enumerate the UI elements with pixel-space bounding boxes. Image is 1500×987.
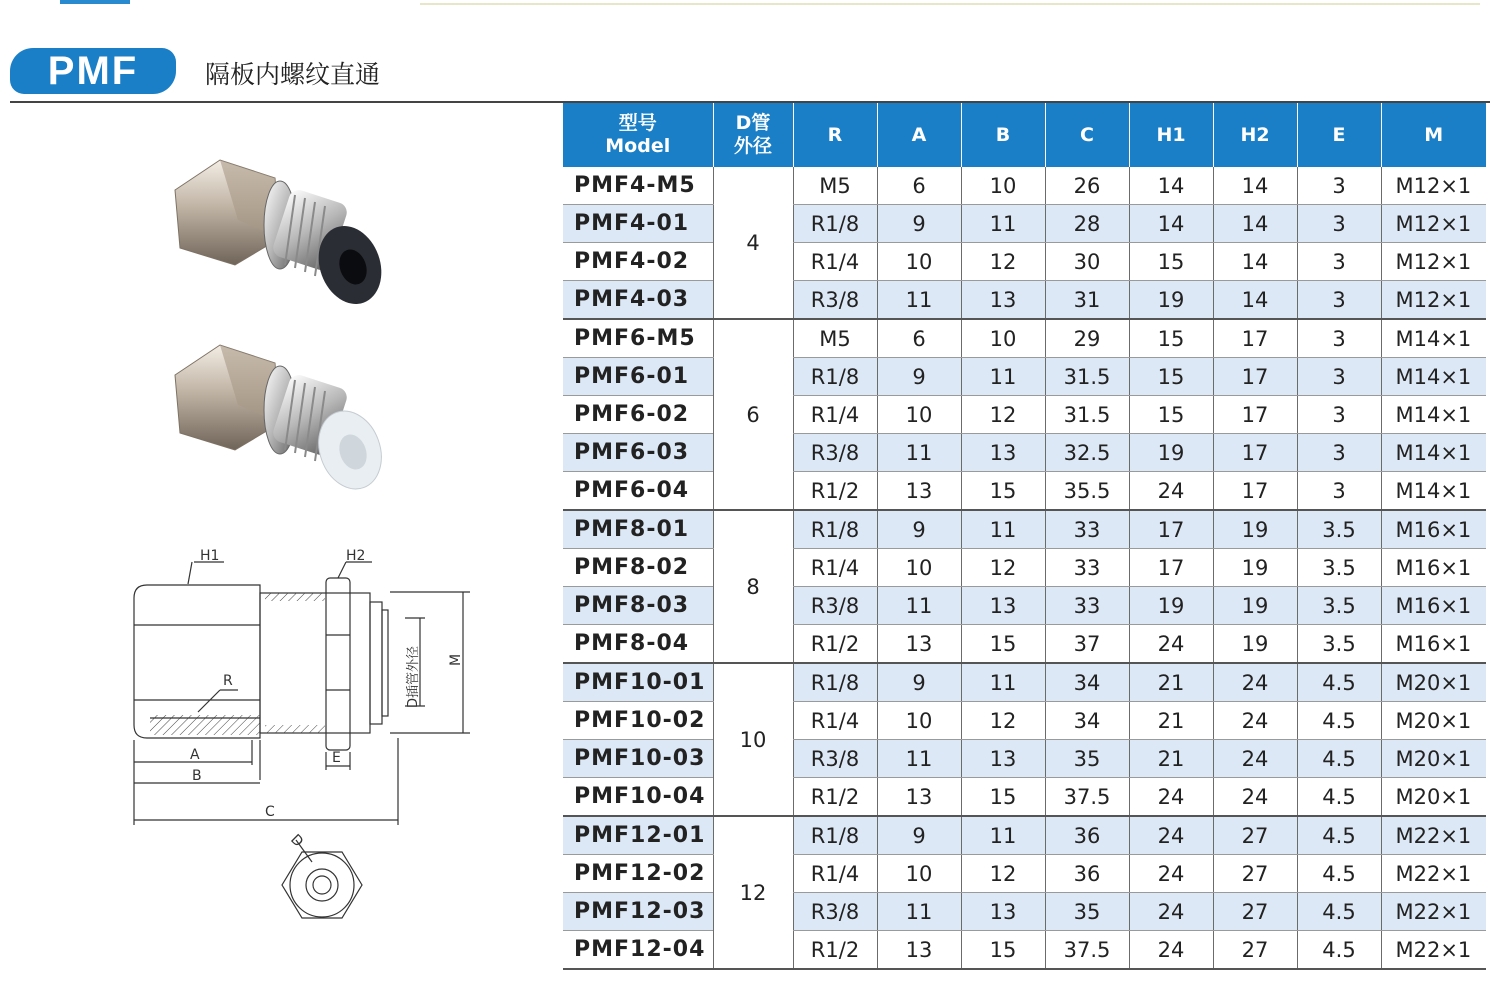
cell-h1: 24	[1129, 816, 1213, 855]
table-row	[563, 855, 1486, 893]
cell-m: M20×1	[1381, 740, 1486, 778]
cell-e: 3	[1297, 396, 1381, 434]
cell-e: 4.5	[1297, 816, 1381, 855]
table-row	[563, 740, 1486, 778]
table-row	[563, 243, 1486, 281]
cell-model: PMF10-04	[563, 778, 713, 817]
cell-h2: 27	[1213, 931, 1297, 970]
table-row	[563, 319, 1486, 358]
cell-c: 37	[1045, 625, 1129, 664]
cell-m: M12×1	[1381, 243, 1486, 281]
cell-d-tube: 10	[713, 663, 793, 816]
cell-h2: 14	[1213, 205, 1297, 243]
cell-c: 33	[1045, 587, 1129, 625]
cell-h1: 15	[1129, 319, 1213, 358]
cell-a: 10	[877, 702, 961, 740]
cell-a: 11	[877, 281, 961, 320]
cell-a: 10	[877, 549, 961, 587]
cell-c: 37.5	[1045, 778, 1129, 817]
cell-b: 12	[961, 855, 1045, 893]
cell-model: PMF4-01	[563, 205, 713, 243]
cell-b: 12	[961, 702, 1045, 740]
cell-e: 4.5	[1297, 855, 1381, 893]
product-photo-white-collet	[150, 335, 390, 505]
cell-m: M14×1	[1381, 396, 1486, 434]
cell-model: PMF12-04	[563, 931, 713, 970]
cell-r: R3/8	[793, 281, 877, 320]
table-row	[563, 702, 1486, 740]
cell-m: M20×1	[1381, 663, 1486, 702]
cell-e: 3.5	[1297, 625, 1381, 664]
cell-h1: 24	[1129, 931, 1213, 970]
cell-h2: 24	[1213, 778, 1297, 817]
label-a: A	[190, 747, 200, 763]
cell-model: PMF6-M5	[563, 319, 713, 358]
cell-c: 28	[1045, 205, 1129, 243]
dimension-drawing	[120, 540, 480, 940]
cell-m: M12×1	[1381, 205, 1486, 243]
cell-model: PMF6-02	[563, 396, 713, 434]
cell-c: 26	[1045, 167, 1129, 205]
cell-c: 34	[1045, 702, 1129, 740]
cell-e: 3	[1297, 167, 1381, 205]
cell-b: 10	[961, 167, 1045, 205]
cell-model: PMF4-03	[563, 281, 713, 320]
cell-b: 13	[961, 281, 1045, 320]
cell-model: PMF10-01	[563, 663, 713, 702]
cell-h1: 21	[1129, 663, 1213, 702]
cell-model: PMF12-03	[563, 893, 713, 931]
table-row	[563, 931, 1486, 970]
table-row	[563, 663, 1486, 702]
cell-a: 13	[877, 778, 961, 817]
cell-a: 11	[877, 587, 961, 625]
table-row	[563, 778, 1486, 817]
cell-e: 4.5	[1297, 893, 1381, 931]
cell-m: M22×1	[1381, 893, 1486, 931]
cell-h2: 24	[1213, 663, 1297, 702]
product-code-badge: PMF	[10, 48, 176, 94]
cell-e: 3.5	[1297, 549, 1381, 587]
cell-e: 3	[1297, 358, 1381, 396]
cell-d-tube: 4	[713, 167, 793, 319]
cell-model: PMF8-01	[563, 510, 713, 549]
label-h1: H1	[200, 548, 220, 564]
table-row	[563, 625, 1486, 664]
cell-a: 11	[877, 740, 961, 778]
cell-r: R1/2	[793, 931, 877, 970]
cell-b: 10	[961, 319, 1045, 358]
cell-e: 3	[1297, 319, 1381, 358]
label-h2: H2	[346, 548, 366, 564]
cell-model: PMF8-02	[563, 549, 713, 587]
table-row	[563, 510, 1486, 549]
cell-h1: 19	[1129, 434, 1213, 472]
cell-e: 3.5	[1297, 587, 1381, 625]
cell-b: 11	[961, 510, 1045, 549]
cell-model: PMF6-04	[563, 472, 713, 511]
cell-m: M12×1	[1381, 167, 1486, 205]
cell-d-tube: 8	[713, 510, 793, 663]
cell-h1: 17	[1129, 549, 1213, 587]
cell-c: 36	[1045, 855, 1129, 893]
cell-m: M22×1	[1381, 855, 1486, 893]
cell-m: M12×1	[1381, 281, 1486, 320]
cell-h1: 21	[1129, 740, 1213, 778]
cell-h2: 24	[1213, 702, 1297, 740]
cell-c: 30	[1045, 243, 1129, 281]
cell-e: 3	[1297, 281, 1381, 320]
cell-h1: 14	[1129, 167, 1213, 205]
cell-r: R1/8	[793, 510, 877, 549]
cell-model: PMF6-03	[563, 434, 713, 472]
cell-r: R1/4	[793, 396, 877, 434]
cell-e: 3	[1297, 434, 1381, 472]
header-e: E	[1297, 103, 1381, 167]
cell-model: PMF4-02	[563, 243, 713, 281]
cell-h2: 24	[1213, 740, 1297, 778]
cell-b: 13	[961, 434, 1045, 472]
cell-r: R1/4	[793, 855, 877, 893]
cell-c: 32.5	[1045, 434, 1129, 472]
cell-model: PMF8-03	[563, 587, 713, 625]
cell-c: 33	[1045, 510, 1129, 549]
label-d: D	[287, 831, 307, 851]
cell-r: R1/8	[793, 816, 877, 855]
cell-b: 13	[961, 740, 1045, 778]
label-r: R	[223, 673, 233, 689]
header-model	[563, 103, 713, 167]
cell-a: 10	[877, 243, 961, 281]
cell-d-tube: 12	[713, 816, 793, 969]
header-r: R	[793, 103, 877, 167]
header-model-en: Model	[605, 135, 671, 157]
label-c: C	[265, 804, 275, 820]
cell-c: 31	[1045, 281, 1129, 320]
cell-h1: 14	[1129, 205, 1213, 243]
table-row	[563, 358, 1486, 396]
specification-table	[563, 103, 1486, 970]
cell-a: 9	[877, 510, 961, 549]
cell-a: 9	[877, 358, 961, 396]
cell-c: 31.5	[1045, 396, 1129, 434]
cell-h2: 14	[1213, 281, 1297, 320]
cell-a: 13	[877, 472, 961, 511]
table-row	[563, 205, 1486, 243]
cell-h1: 15	[1129, 358, 1213, 396]
cell-h2: 27	[1213, 816, 1297, 855]
cell-a: 9	[877, 663, 961, 702]
table-row	[563, 893, 1486, 931]
label-d-tube: D插管外径	[406, 645, 421, 708]
header-d-line1: D管	[735, 112, 771, 134]
cell-a: 10	[877, 855, 961, 893]
table-row	[563, 816, 1486, 855]
product-photo-black-collet	[150, 150, 390, 320]
header-h1: H1	[1129, 103, 1213, 167]
header-c: C	[1045, 103, 1129, 167]
cell-a: 10	[877, 396, 961, 434]
cell-h2: 17	[1213, 319, 1297, 358]
cell-e: 4.5	[1297, 740, 1381, 778]
cell-h2: 19	[1213, 625, 1297, 664]
cell-r: R1/2	[793, 472, 877, 511]
cell-a: 6	[877, 167, 961, 205]
cell-m: M14×1	[1381, 358, 1486, 396]
cell-h1: 19	[1129, 281, 1213, 320]
cell-h2: 27	[1213, 893, 1297, 931]
cell-r: R1/4	[793, 702, 877, 740]
cell-a: 13	[877, 931, 961, 970]
cell-h1: 19	[1129, 587, 1213, 625]
cell-h2: 17	[1213, 472, 1297, 511]
cell-m: M16×1	[1381, 549, 1486, 587]
header-model-cn: 型号	[618, 112, 657, 134]
cell-b: 15	[961, 472, 1045, 511]
cell-h2: 19	[1213, 510, 1297, 549]
cell-b: 13	[961, 893, 1045, 931]
table-row	[563, 472, 1486, 511]
cell-c: 29	[1045, 319, 1129, 358]
cell-b: 11	[961, 816, 1045, 855]
cell-b: 13	[961, 587, 1045, 625]
cell-a: 9	[877, 205, 961, 243]
cell-h2: 19	[1213, 587, 1297, 625]
cell-a: 9	[877, 816, 961, 855]
cell-a: 11	[877, 893, 961, 931]
table-header-row	[563, 103, 1486, 167]
cell-b: 11	[961, 663, 1045, 702]
cell-c: 31.5	[1045, 358, 1129, 396]
cell-c: 37.5	[1045, 931, 1129, 970]
cell-a: 11	[877, 434, 961, 472]
header-d-line2: 外径	[733, 135, 772, 157]
cell-e: 4.5	[1297, 778, 1381, 817]
cell-r: R1/2	[793, 778, 877, 817]
cell-b: 11	[961, 205, 1045, 243]
cell-m: M16×1	[1381, 587, 1486, 625]
cell-h2: 17	[1213, 358, 1297, 396]
cell-d-tube: 6	[713, 319, 793, 510]
cell-c: 35	[1045, 740, 1129, 778]
table-row	[563, 281, 1486, 320]
table-row	[563, 167, 1486, 205]
cell-model: PMF12-02	[563, 855, 713, 893]
cell-r: R1/8	[793, 205, 877, 243]
cell-h1: 24	[1129, 855, 1213, 893]
header-d-tube	[713, 103, 793, 167]
cell-h1: 24	[1129, 472, 1213, 511]
cell-h2: 14	[1213, 243, 1297, 281]
cell-r: M5	[793, 167, 877, 205]
cell-e: 3	[1297, 243, 1381, 281]
cell-model: PMF8-04	[563, 625, 713, 664]
table-row	[563, 396, 1486, 434]
cell-h2: 27	[1213, 855, 1297, 893]
cell-m: M20×1	[1381, 778, 1486, 817]
label-m: M	[448, 653, 464, 666]
header-b: B	[961, 103, 1045, 167]
cell-b: 15	[961, 778, 1045, 817]
cell-c: 34	[1045, 663, 1129, 702]
cell-e: 3.5	[1297, 510, 1381, 549]
cell-b: 12	[961, 549, 1045, 587]
cell-model: PMF10-02	[563, 702, 713, 740]
header-m: M	[1381, 103, 1486, 167]
header-a: A	[877, 103, 961, 167]
cell-h1: 24	[1129, 893, 1213, 931]
cell-b: 12	[961, 243, 1045, 281]
cell-c: 35.5	[1045, 472, 1129, 511]
cell-h2: 14	[1213, 167, 1297, 205]
cell-m: M14×1	[1381, 472, 1486, 511]
cell-h2: 17	[1213, 434, 1297, 472]
cell-h1: 24	[1129, 625, 1213, 664]
cell-model: PMF6-01	[563, 358, 713, 396]
table-row	[563, 587, 1486, 625]
cell-h1: 15	[1129, 243, 1213, 281]
cell-m: M14×1	[1381, 319, 1486, 358]
table-row	[563, 549, 1486, 587]
label-e: E	[332, 750, 341, 766]
cell-a: 13	[877, 625, 961, 664]
cell-r: R1/8	[793, 358, 877, 396]
cell-r: R1/4	[793, 243, 877, 281]
cell-m: M14×1	[1381, 434, 1486, 472]
cell-e: 4.5	[1297, 702, 1381, 740]
cell-r: R1/4	[793, 549, 877, 587]
cell-h2: 19	[1213, 549, 1297, 587]
cell-e: 3	[1297, 205, 1381, 243]
cell-c: 36	[1045, 816, 1129, 855]
cell-h2: 17	[1213, 396, 1297, 434]
cell-m: M16×1	[1381, 625, 1486, 664]
cell-e: 3	[1297, 472, 1381, 511]
top-decoration	[0, 0, 1500, 8]
cell-h1: 24	[1129, 778, 1213, 817]
cell-r: M5	[793, 319, 877, 358]
cell-b: 12	[961, 396, 1045, 434]
cell-m: M20×1	[1381, 702, 1486, 740]
cell-r: R3/8	[793, 587, 877, 625]
cell-r: R3/8	[793, 893, 877, 931]
cell-b: 15	[961, 625, 1045, 664]
cell-h1: 15	[1129, 396, 1213, 434]
cell-r: R3/8	[793, 434, 877, 472]
cell-m: M22×1	[1381, 816, 1486, 855]
cell-model: PMF10-03	[563, 740, 713, 778]
cell-c: 35	[1045, 893, 1129, 931]
cell-h1: 17	[1129, 510, 1213, 549]
cell-e: 4.5	[1297, 663, 1381, 702]
label-b: B	[192, 768, 202, 784]
cell-h1: 21	[1129, 702, 1213, 740]
cell-e: 4.5	[1297, 931, 1381, 970]
cell-r: R3/8	[793, 740, 877, 778]
cell-r: R1/8	[793, 663, 877, 702]
cell-a: 6	[877, 319, 961, 358]
table-body	[563, 167, 1486, 969]
header-h2: H2	[1213, 103, 1297, 167]
cell-b: 15	[961, 931, 1045, 970]
cell-model: PMF12-01	[563, 816, 713, 855]
cell-r: R1/2	[793, 625, 877, 664]
cell-m: M22×1	[1381, 931, 1486, 970]
cell-m: M16×1	[1381, 510, 1486, 549]
cell-c: 33	[1045, 549, 1129, 587]
cell-b: 11	[961, 358, 1045, 396]
cell-model: PMF4-M5	[563, 167, 713, 205]
table-row	[563, 434, 1486, 472]
product-title: 隔板内螺纹直通	[205, 60, 381, 89]
